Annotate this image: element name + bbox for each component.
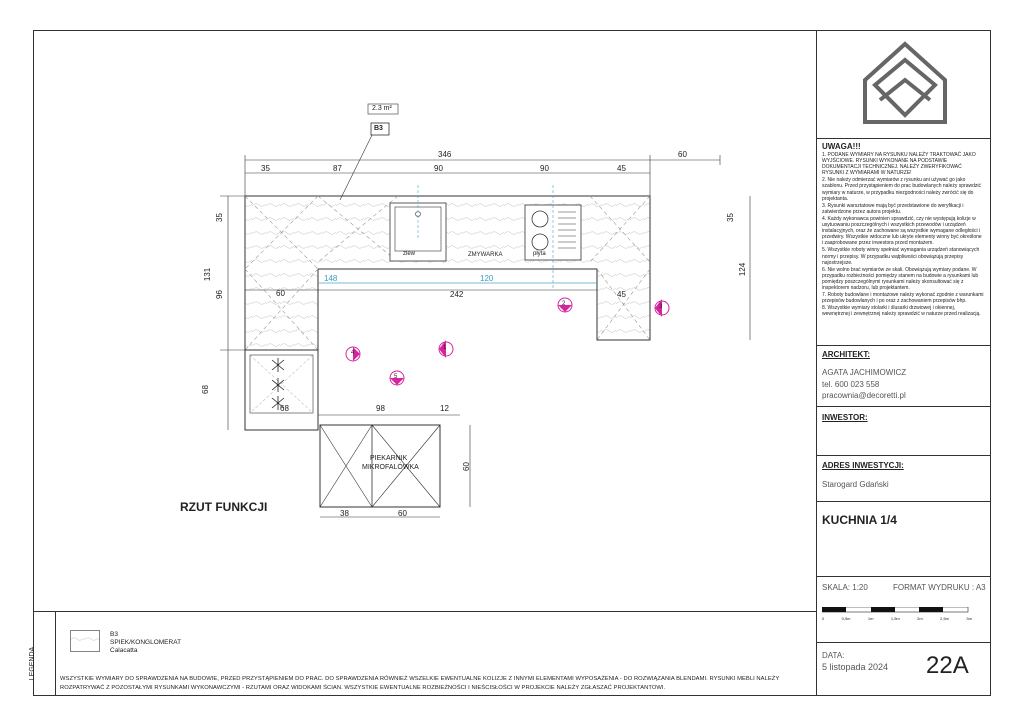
note-item: 2. Nie należy odmierzać wymiarów z rysunku ani używać go jako szablonu. Przed przystąpieniem do prac budowlanych należy sprawdzić wymiary w naturze, w przypadku niezgodności należy zwrócić się do projektanta. bbox=[822, 177, 981, 202]
architect-divider bbox=[816, 345, 991, 346]
dim-cyan-left: 148 bbox=[324, 274, 338, 283]
footer-line-1: WSZYSTKIE WYMIARY DO SPRAWDZENIA NA BUDOWIE, PRZED PRZYSTĄPIENIEM DO PRAC. DO SPRAWDZENIA RÓWNIEŻ WSZELKIE EWENTUALNE KOLIZJE Z INNYMI ELEMENTAMI WYPOSAŻENIA - DO ROZWIĄZANIA BLENDAMI. RYSUNKI MEBLI NALEŻY bbox=[60, 676, 780, 682]
note-item: 6. Nie wolno brać wymiarów ze skali. Obowiązują wymiary podane. W przypadku rozbieżności pomiędzy stanem na budowie a rysunkami lub pomiędzy poszczególnymi rysunkami należy skonsultować się z inspektorem nadzoru, lub projektantem. bbox=[822, 266, 979, 291]
print-format: FORMAT WYDRUKU : A3 bbox=[893, 583, 986, 592]
notes-title: UWAGA!!! bbox=[822, 142, 861, 151]
date-divider bbox=[816, 642, 991, 643]
sink-label: zlew bbox=[403, 251, 416, 257]
legend-code: B3 bbox=[110, 631, 118, 638]
scale-tick: 2m bbox=[917, 616, 923, 621]
title-divider bbox=[816, 501, 991, 502]
note-item: 1. PODANE WYMIARY NA RYSUNKU NALEŻY TRAKTOWAĆ JAKO WYJŚCIOWE. RYSUNKI WYKONANE NA PODSTAWIE DOKUMENTACJI TECHNICZNEJ. NALEŻY ZWERYFIKOWAĆ RYSUNKI Z WYMIARAMI W NATURZE! bbox=[822, 152, 976, 177]
date-value: 5 listopada 2024 bbox=[822, 662, 889, 672]
address-heading: ADRES INWESTYCJI: bbox=[822, 461, 904, 470]
architect-heading: ARCHITEKT: bbox=[822, 350, 870, 359]
dim-seg-3: 90 bbox=[434, 164, 443, 173]
notes-divider bbox=[816, 138, 991, 139]
architect-email: pracownia@decoretti.pl bbox=[822, 391, 906, 400]
scale-divider bbox=[816, 576, 991, 577]
dim-inner-middle: 242 bbox=[450, 290, 464, 299]
address-divider bbox=[816, 455, 991, 456]
marker-2: 2 bbox=[562, 301, 566, 307]
oven-label: PIEKARNIK bbox=[370, 455, 408, 462]
microwave-label: MIKROFALÓWKA bbox=[362, 464, 419, 471]
note-item: 3. Rysunki warsztatowe mają być przedstawione do weryfikacji i zatwierdzone przez autora projektu. bbox=[822, 202, 964, 215]
note-item: 5. Wszystkie roboty winny spełniać wymagania urządzeń stanowiących normy i przepisy. W przypadku wątpliwości obowiązują przepisy najostrzejsze. bbox=[822, 247, 980, 266]
hob-label: płyta bbox=[533, 251, 546, 257]
dim-seg-2: 87 bbox=[333, 164, 342, 173]
sheet-title: KUCHNIA 1/4 bbox=[822, 513, 897, 527]
footer-disclaimer bbox=[60, 675, 814, 693]
dim-total-top: 346 bbox=[438, 150, 452, 159]
marker-3: 3 bbox=[659, 304, 663, 310]
marker-1: 1 bbox=[443, 345, 447, 351]
dim-bottom-b: 98 bbox=[376, 404, 385, 413]
dim-right-top: 35 bbox=[725, 213, 735, 222]
architect-name: AGATA JACHIMOWICZ bbox=[822, 368, 907, 377]
dim-right-total: 124 bbox=[738, 262, 748, 277]
note-item: 8. Wszystkie wymiary stolarki i ślusarki drzwiowej i okiennej, wewnętrznej i zewnętrznej należy sprawdzić w naturze przed realizacją. bbox=[822, 305, 981, 318]
scale-tick: 0,5m bbox=[841, 616, 851, 621]
dim-seg-4: 90 bbox=[540, 164, 549, 173]
dim-bottom-c: 12 bbox=[440, 404, 449, 413]
plan-title: RZUT FUNKCJI bbox=[180, 500, 268, 514]
legend-name: Calacatta bbox=[110, 647, 138, 654]
scale-tick: 1,5m bbox=[890, 616, 900, 621]
dim-left-lower: 96 bbox=[214, 290, 224, 299]
dim-bottom-right: 60 bbox=[461, 462, 471, 471]
marker-4: 4 bbox=[351, 350, 355, 356]
legend-separator bbox=[55, 611, 56, 696]
scale-ticks bbox=[822, 616, 972, 621]
dim-cyan-right: 120 bbox=[480, 274, 494, 283]
dim-left-total: 131 bbox=[203, 267, 213, 282]
tag-label: B3 bbox=[374, 125, 383, 132]
area-label: 2.3 m² bbox=[372, 105, 392, 112]
dim-left-top: 35 bbox=[214, 213, 224, 222]
architect-phone: tel. 600 023 558 bbox=[822, 380, 880, 389]
investor-heading: INWESTOR: bbox=[822, 413, 868, 422]
sheet-number: 22A bbox=[926, 652, 969, 679]
company-logo bbox=[860, 40, 950, 125]
dim-right-extra: 60 bbox=[678, 150, 687, 159]
date-label: DATA: bbox=[822, 651, 845, 660]
dim-inner-right: 45 bbox=[617, 290, 626, 299]
scale-bar bbox=[822, 607, 972, 615]
legend-swatch bbox=[70, 630, 100, 652]
scale-tick: 0 bbox=[822, 616, 825, 621]
dim-seg-5: 45 bbox=[617, 164, 626, 173]
investor-divider bbox=[816, 406, 991, 407]
dim-left-bottom: 68 bbox=[200, 385, 210, 394]
dim-bottom-e: 60 bbox=[398, 509, 407, 518]
legend-vertical-label: LEGENDA bbox=[29, 646, 37, 681]
notes-list bbox=[822, 152, 984, 318]
scale-tick: 3m bbox=[966, 616, 972, 621]
scale-tick: 1m bbox=[867, 616, 874, 621]
scale-tick: 2,5m bbox=[940, 616, 950, 621]
dim-bottom-a: 68 bbox=[280, 404, 289, 413]
dim-seg-1: 35 bbox=[261, 164, 270, 173]
address-value: Starogard Gdański bbox=[822, 480, 889, 489]
note-item: 7. Roboty budowlane i montażowe należy wykonać zgodnie z warunkami przepisów budowlanych i po oraz z zachowaniem przepisów bhp. bbox=[822, 292, 984, 305]
dim-inner-left: 60 bbox=[276, 289, 285, 298]
scale-label: SKALA: 1:20 bbox=[822, 583, 868, 592]
legend-material: SPIEK/KONGLOMERAT bbox=[110, 639, 182, 646]
footer-line-2: ROZPATRYWAĆ Z POZOSTAŁYMI RYSUNKAMI WYKONAWCZYMI - RZUTAMI ORAZ WIDOKAMI ŚCIAN. WSZYSTKIE EWENTUALNE ROZBIEŻNOŚCI I NIEŚCISŁOŚCI W PROJEKCIE NALEŻY ZGŁASZAĆ PROJEKTANTOWI. bbox=[60, 685, 666, 691]
note-item: 4. Każdy wykonawca powinien sprawdzić, czy nie występują kolizje w usytuowaniu poszczególnych i wszystkich przewodów i urządzeń instalacyjnych, oraz że zachowane są wszystkie wymagane odległości i przedwiry. Wszystkie widoczne lub ukryte elementy winny być określone i zaaprobowane przez inwestora przed montażem. bbox=[822, 215, 982, 247]
dishwasher-label: ZMYWARKA bbox=[468, 252, 503, 258]
legend-text bbox=[110, 631, 181, 655]
title-block bbox=[816, 30, 991, 696]
dim-bottom-d: 38 bbox=[340, 509, 349, 518]
marker-5: 5 bbox=[394, 374, 398, 380]
